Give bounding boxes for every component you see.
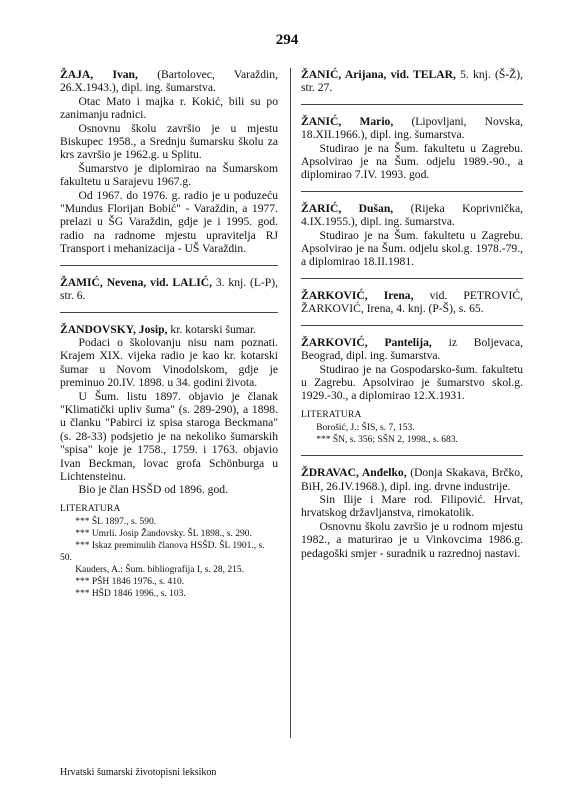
column-divider <box>290 68 291 738</box>
literature-item: *** Umrli. Josip Žandovsky. ŠL 1898., s. 290. <box>75 529 252 540</box>
literature-item: *** PŠH 1846 1976., s. 410. <box>75 577 185 588</box>
entry-info: vid. PETROVIĆ, ŽARKOVIĆ, Irena, 4. knj. (P-Š), s. 65. <box>301 288 523 316</box>
literature-item: *** Iskaz preminulih članova HSŠD. ŠL 1901., s. 50. <box>60 541 265 564</box>
entry-paragraph: Podaci o školovanju nisu nam poznati. Krajem XIX. vijeka radio je kao kr. kotarski šumar u Novom Vinodolskom, gdje je preminuo 20.IV. 1898. u 34. godini života. <box>60 335 278 390</box>
entry-name: ŽAMIĆ, Nevena, vid. LALIĆ, <box>60 275 212 289</box>
entry-paragraph: Sin Ilije i Mare rod. Filipović. Hrvat, hrvatskog državljanstva, rimokatolik. <box>301 492 523 520</box>
entry-paragraph: U Šum. listu 1897. objavio je članak "Klimatički upliv šuma" (s. 289-290), a 1898. u članku "Pabirci iz spisa staroga Beckmana" (s. 28-33) podsjetio je na nekoliko šumarskih "spisa" koje je 1758., 1759. i 1763. objavio Ivan Beckman, lovac grofa Schönburga u Lichtensteinu. <box>60 389 278 483</box>
entry-info: (Lipovljani, Novska, 18.XII.1966.), dipl. ing. šumarstva. <box>301 114 523 142</box>
entry-paragraph: Šumarstvo je diplomirao na Šumarskom fakultetu u Sarajevu 1967.g. <box>60 161 278 189</box>
page-footer: Hrvatski šumarski životopisni leksikon <box>60 767 217 778</box>
entry-zandovsky-josip <box>60 323 278 601</box>
entry-paragraph: Bio je član HSŠD od 1896. god. <box>78 483 228 497</box>
entry-paragraph: Otac Mato i majka r. Kokić, bili su po zanimanju radnici. <box>60 94 278 122</box>
entry-info: iz Boljevaca, Beograd, dipl. ing. šumarstva. <box>301 335 523 363</box>
entry-zanic-arijana <box>301 68 523 95</box>
entry-zaja-ivan <box>60 68 278 256</box>
literature-item: *** ŠN, s. 356; SŠN 2, 1998., s. 683. <box>316 435 458 446</box>
literature-item: *** ŠL 1897., s. 590. <box>75 517 157 528</box>
entry-info: 3. knj. (L-P), str. 6. <box>60 275 278 303</box>
entry-name: ŽDRAVAC, Anđelko, <box>301 466 407 480</box>
entry-paragraph: Osnovnu školu završio je u mjestu Biskupec 1958., a Srednju šumarsku školu za krs završio je 1962.g. u Splitu. <box>60 121 278 162</box>
right-column <box>301 68 523 560</box>
entry-paragraph: Studirao je na Gospodarsko-šum. fakultetu u Zagrebu. Apsolvirao je šumarstvo skol.g. 1929.-30., a diplomirao 12.X.1931. <box>301 362 523 403</box>
left-column <box>60 68 278 600</box>
entry-divider <box>301 278 523 279</box>
entry-divider <box>301 104 523 105</box>
entry-zamic-nevena <box>60 276 278 303</box>
literature-item: Borošić, J.: ŠIS, s. 7, 153. <box>316 423 415 434</box>
entry-divider <box>60 265 278 266</box>
entry-paragraph: Studirao je na Šum. fakultetu u Zagrebu. Apsolvirao je na Šum. odjelu 1989.-90., a diplomirao 7.IV. 1993. god. <box>301 141 523 182</box>
entry-name: ŽARIĆ, Dušan, <box>301 201 394 215</box>
literature-title: LITERATURA <box>60 503 121 514</box>
entry-name: ŽARKOVIĆ, Irena, <box>301 288 414 302</box>
entry-info: (Rijeka Koprivnička, 4.IX.1955.), dipl. ing. šumarstva. <box>301 201 524 229</box>
entry-zaric-dusan <box>301 202 523 269</box>
entry-paragraph: Osnovnu školu završio je u rodnom mjestu 1982., a maturirao je u Vinkovcima 1986.g. pedagoški smjer - suradnik u razrednoj nastavi. <box>301 519 523 560</box>
literature-item: *** HŠD 1846 1996., s. 103. <box>75 589 186 600</box>
entry-divider <box>301 325 523 326</box>
entry-zarkovic-pantelija <box>301 336 523 446</box>
literature-title: LITERATURA <box>301 409 362 420</box>
entry-name: ŽARKOVIĆ, Pantelija, <box>301 335 432 349</box>
entry-name: ŽANDOVSKY, Josip, <box>60 322 168 336</box>
entry-info: (Bartolovec, Varaždin, 26.X.1943.), dipl. ing. šumarstva. <box>60 68 278 95</box>
entry-zanic-mario <box>301 115 523 182</box>
entry-paragraph: Od 1967. do 1976. g. radio je u poduzeću "Mundus Florijan Bobić" - Varaždin, a 1977. prelazi u ŠG Varaždin, gdje je i 1995. god. radio na radnome mjestu upravitelja RJ Transport i mehanizacija - UŠ Varaždin. <box>60 188 278 256</box>
entry-name: ŽAJA, Ivan, <box>60 68 138 81</box>
entry-zdravac-andelko <box>301 466 523 560</box>
entry-info: 5. knj. (Š-Ž), str. 27. <box>301 68 523 95</box>
entry-divider <box>60 312 278 313</box>
entry-zarkovic-irena <box>301 289 523 316</box>
entry-info: kr. kotarski šumar. <box>170 322 257 336</box>
literature-item: Kauders, A.: Šum. bibliografija I, s. 28, 215. <box>75 565 245 576</box>
entry-paragraph: Studirao je na Šum. fakultetu u Zagrebu. Apsolvirao je na Šum. odjelu skol.g. 1978.-79., a diplomirao 18.II.1981. <box>301 228 523 269</box>
entry-divider <box>301 455 523 456</box>
entry-name: ŽANIĆ, Mario, <box>301 114 394 128</box>
entry-name: ŽANIĆ, Arijana, vid. TELAR, <box>301 68 456 81</box>
entry-info: (Donja Skakava, Brčko, BiH, 26.IV.1968.), dipl. ing. drvne industrije. <box>301 466 523 493</box>
page-number: 294 <box>275 32 299 48</box>
entry-divider <box>301 191 523 192</box>
